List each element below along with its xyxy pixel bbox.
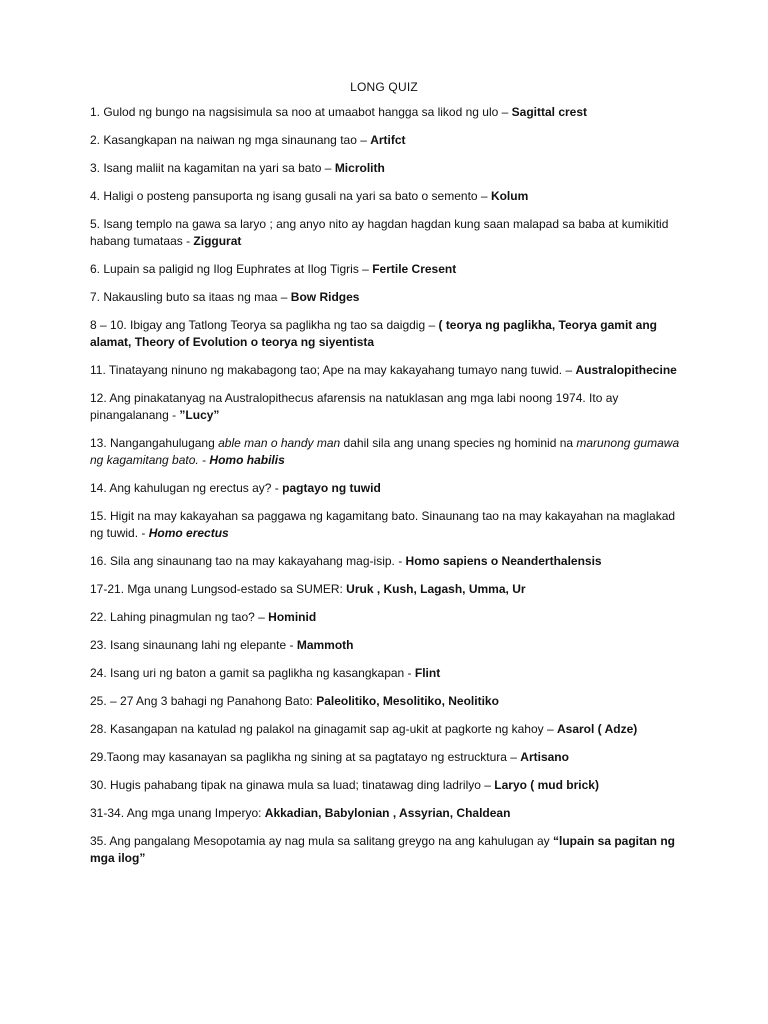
answer-text: ( teorya ng paglikha, Teorya gamit ang alamat, Theory of Evolution o teorya ng siyentista [90,318,657,349]
answer-text: Kolum [490,189,529,203]
question-text: dahil sila ang unang species ng hominid na [340,436,577,450]
answer-text: Artifct [370,133,406,147]
question-text: 35. Ang pangalang Mesopotamia ay nag mula sa salitang greygo na ang kahulugan ay [90,834,553,848]
question-text: 30. Hugis pahabang tipak na ginawa mula sa luad; tinatawag ding ladrilyo – [90,778,495,792]
answer-text-italic: Homo erectus [148,526,229,540]
answer-text: Bow Ridges [290,290,360,304]
quiz-item [90,805,690,822]
quiz-item [90,390,690,424]
question-text: 29.Taong may kasanayan sa paglikha ng sining at sa pagtatayo ng estrucktura – [90,750,521,764]
question-text: 23. Isang sinaunang lahi ng elepante - [90,638,297,652]
question-text: 17-21. Mga unang Lungsod-estado sa SUMER: [90,582,347,596]
answer-text-italic: Homo habilis [209,453,285,467]
quiz-item [90,637,690,654]
quiz-item [90,435,690,469]
question-text: 28. Kasangapan na katulad ng palakol na ginagamit sap ag-ukit at pagkorte ng kahoy – [90,722,557,736]
question-text: 1. Gulod ng bungo na nagsisimula sa noo at umaabot hangga sa likod ng ulo – [90,105,512,119]
quiz-item [90,777,690,794]
quiz-item [90,261,690,278]
question-text: 22. Lahing pinagmulan ng tao? – [90,610,269,624]
question-text: 11. Tinatayang ninuno ng makabagong tao; Ape na may kakayahang tumayo nang tuwid. – [90,363,576,377]
quiz-item [90,749,690,766]
question-text: 14. Ang kahulugan ng erectus ay? - [90,481,283,495]
answer-text: Microlith [334,161,385,175]
answer-text: pagtayo ng tuwid [282,481,381,495]
quiz-item [90,833,690,867]
quiz-item [90,317,690,351]
question-text: 15. Higit na may kakayahan sa paggawa ng kagamitang bato. Sinaunang tao na may kakayahan na maglakad ng tuwid. - [90,509,676,540]
question-text: 12. Ang pinakatanyag na Australopithecus afarensis na natuklasan ang mga labi noong 1974. Ito ay pinangalanang - [90,391,619,422]
question-text: 31-34. Ang mga unang Imperyo: [90,806,265,820]
question-text: 24. Isang uri ng baton a gamit sa paglikha ng kasangkapan - [90,666,415,680]
question-text: 5. Isang templo na gawa sa laryo ; ang anyo nito ay hagdan hagdan kung saan malapad sa baba at kumikitid habang tumataas - [90,217,669,248]
quiz-item [90,553,690,570]
quiz-item [90,721,690,738]
quiz-item [90,693,690,710]
question-text: 4. Haligi o posteng pansuporta ng isang gusali na yari sa bato o semento – [90,189,491,203]
italic-text: marunong gumawa ng kagamitang bato. [90,436,680,467]
quiz-item [90,132,690,149]
question-text: 6. Lupain sa paligid ng Ilog Euphrates at Ilog Tigris – [90,262,373,276]
question-text: 2. Kasangkapan na naiwan ng mga sinaunang tao – [90,133,371,147]
answer-text: Australopithecine [575,363,677,377]
answer-text: Ziggurat [193,234,242,248]
answer-text: Mammoth [296,638,354,652]
question-text: 13. Nangangahulugang [90,436,219,450]
answer-text: Paleolitiko, Mesolitiko, Neolitiko [316,694,499,708]
quiz-item [90,216,690,250]
quiz-item [90,104,690,121]
italic-text: able man o handy man [218,436,341,450]
question-text: 25. – 27 Ang 3 bahagi ng Panahong Bato: [90,694,317,708]
quiz-item [90,188,690,205]
answer-text: Sagittal crest [511,105,588,119]
question-text: 8 – 10. Ibigay ang Tatlong Teorya sa paglikha ng tao sa daigdig – [90,318,439,332]
quiz-item [90,160,690,177]
quiz-item [90,289,690,306]
answer-text: Artisano [520,750,569,764]
quiz-item [90,508,690,542]
answer-text: Homo sapiens o Neanderthalensis [405,554,602,568]
answer-text: Flint [414,666,441,680]
quiz-item [90,609,690,626]
answer-text: Akkadian, Babylonian , Assyrian, Chaldean [264,806,511,820]
question-text: 16. Sila ang sinaunang tao na may kakayahang mag-isip. - [90,554,406,568]
answer-text: Asarol ( Adze) [557,722,638,736]
answer-text: Hominid [268,610,317,624]
quiz-item [90,480,690,497]
quiz-item [90,581,690,598]
quiz-item [90,665,690,682]
answer-text: Fertile Cresent [372,262,457,276]
quiz-list [90,104,690,878]
page-title: LONG QUIZ [350,80,418,94]
answer-text: Laryo ( mud brick) [494,778,599,792]
answer-text: Uruk , Kush, Lagash, Umma, Ur [346,582,526,596]
answer-text: “lupain sa pagitan ng mga ilog” [90,834,676,865]
question-text: 7. Nakausling buto sa itaas ng maa – [90,290,291,304]
question-text: - [198,453,210,467]
question-text: 3. Isang maliit na kagamitan na yari sa bato – [90,161,335,175]
quiz-item [90,362,690,379]
answer-text: ”Lucy” [179,408,220,422]
